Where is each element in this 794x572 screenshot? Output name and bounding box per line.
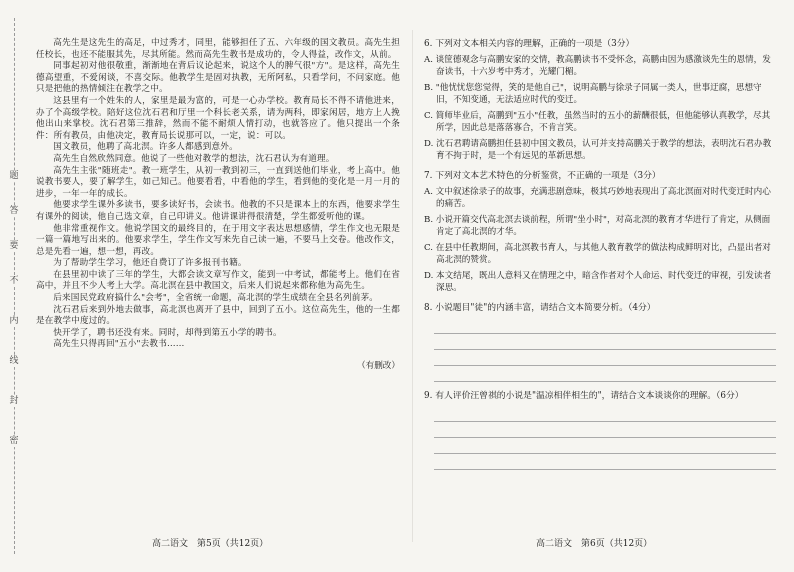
question-9: [424, 390, 776, 470]
answer-line[interactable]: [434, 334, 776, 350]
question-6: [424, 38, 776, 162]
paragraph: 高先生是这先生的高足，中过秀才，同里，能够担任了五、六年级的国文教员。高先生担任校长，也还不能服其先，尽其所能。然而高先生教书是成功的，令人得益，改作文，从前。: [36, 38, 400, 60]
question-stem: 6. 下列对文本相关内容的理解，正确的一项是（3分）: [424, 39, 635, 49]
paragraph: 快开学了，聘书还没有来。同时，却得到第五小学的聘书。: [53, 327, 282, 338]
source-note: （有删改）: [357, 361, 400, 372]
paragraph: 后来国民党政府搞什么"会考"，全省统一命题，高北溟的学生成绩在全县名列前茅。: [53, 293, 379, 304]
binding-char: 不: [9, 276, 19, 286]
answer-line[interactable]: [434, 454, 776, 470]
answer-line[interactable]: [434, 318, 776, 334]
option-a: A. 谈筐德观念与高鹏安家的交情，教高鹏读书不受怀念，高鹏由因为感激谈先生的恩情，发奋读书，十六岁考中秀才，光耀门楣。: [424, 55, 771, 77]
paragraph: 沈石君后来到外地去做事，高北溟也离开了县中，回到了五小。这位高先生，他的一生都是在教学中度过的。: [36, 304, 400, 327]
paragraph: 高先生主张"随班走"。教一班学生，从初一教到初三，一直到送他们毕业，考上高中。他说教书要人，要了解学生，如己知己。他要看看，中看他的学生，看到他的变化是一月一月的进步，一年一年的成长。: [36, 165, 400, 199]
answer-line[interactable]: [434, 366, 776, 382]
right-page-questions: [424, 38, 776, 532]
left-page-reading-text: [36, 38, 400, 532]
answer-line[interactable]: [434, 350, 776, 366]
binding-char: 内: [9, 316, 19, 326]
binding-char: 题: [9, 171, 19, 181]
option-b: B. 小说开篇交代高北溟去谈前程，所谓"坐小时"，对高北溟的教育才华进行了肯定，从侧面肯定了高北溟的才华。: [424, 215, 771, 237]
paragraph: 高先生只得再回"五小"去教书……: [53, 339, 185, 350]
paragraph: 为了帮助学生学习，他还自费订了许多报刊书籍。: [53, 258, 247, 269]
option-c: C. 在县中任教期间，高北溟教书育人，与其他人教育教学的做法构成鲜明对比，凸显出者对高北溟的赞赏。: [424, 243, 771, 265]
question-8: [424, 302, 776, 382]
binding-char: 密: [9, 436, 19, 446]
option-d: D. 沈石君聘请高鹏担任县初中国文教员，认可并支持高鹏关于教学的想法，表明沈石君办教育不拘于时，是一个有远见的革新思想。: [424, 139, 772, 161]
paragraph: 他非常重视作文。他说学国文的最终目的，在于用文字表达思想感情，学生作文也无限是一篇一篇地写出来的。他要求学生，学生作文写来先自己读一遍，不要马上交卷。他改作文，总是先看一遍，想一想，再改。: [36, 223, 400, 257]
paragraph: 高先生自然欣然同意。他说了一些他对教学的想法，沈石君认为有道理。: [53, 153, 335, 164]
option-a: A. 文中叙述徐录子的故事，充满悲剧意味，极其巧妙地表现出了高北溟面对时代变迁时内心的痛苦。: [424, 187, 771, 209]
option-d: D. 本文结尾，既出人意料又在情理之中，暗含作者对个人命运、时代变迁的审视，引发读者深思。: [424, 271, 772, 293]
right-page-footer: 高二语文 第6页（共12页）: [536, 539, 653, 549]
paragraph: 这县里有一个姓朱的人，家里是最为富的，可是一心办学校。教育局长不得不请他进来，办了个高级学校。陪好这位沈石君和厅里一个科长老关系，请为两科，即家闲居，地方上人挽他出山来掌校。沈石君第三推辞，然而不能不耐烦人情打动，也就答应了。他只提出一个条件：所有教员，由他决定，教育局长说那可以，一定，说：可以。: [36, 95, 400, 141]
paragraph: 他要求学生课外多读书，要多读好书，会读书。他教的不只是课本上的东西，他要求学生有课外的阅读，他自己选文章，自己印讲义。他讲课讲得很清楚，学生都爱听他的课。: [36, 200, 400, 222]
answer-line[interactable]: [434, 406, 776, 422]
paragraph: 同事起初对他很敬重，渐渐地在背后议论起来，说这个人的脾气很"方"。是这样，高先生德高望重，不爱闲谈，不喜交际。他教学生是固对执教，无所阿私，只看学问，不问家庭。他只是把他的热情倾注在教学之中。: [36, 61, 400, 95]
binding-char: 线: [9, 356, 19, 366]
paragraph: 在县里初中读了三年的学生，大都会读文章写作文，能到一中考试，都能考上。他们在省高中，并且不少人考上大学。高北溟在县中教国文，后来人们说起来都称他为高先生。: [36, 269, 400, 292]
binding-char: 要: [9, 241, 19, 251]
page-divider: [412, 30, 413, 542]
question-stem: 7. 下列对文本艺术特色的分析鉴赏，不正确的一项是（3分）: [424, 171, 661, 181]
binding-char: 封: [9, 396, 19, 406]
answer-line[interactable]: [434, 438, 776, 454]
option-b: B. "他忧忧您您觉得，笑的是他自己"，说明高鹏与徐录子同属一类人，世事迂腐，思想守旧，不知变通，无法适应时代的变迁。: [424, 83, 762, 105]
question-stem: 8. 小说题目"徒"的内涵丰富，请结合文本简要分析。（4分）: [424, 303, 656, 313]
question-7: [424, 170, 776, 294]
left-page-footer: 高二语文 第5页（共12页）: [152, 539, 269, 549]
binding-margin: [0, 0, 28, 572]
option-c: C. 简师毕业后，高鹏到"五小"任教，虽然当时的五小的薪酬很低，但他能够认真教学，尽其所学，因此总是落落寡合，不肯言笑。: [424, 111, 771, 133]
question-stem: 9. 有人评价汪曾祺的小说是"温凉相伴相生的"，请结合文本谈谈你的理解。（6分）: [424, 391, 744, 401]
binding-char: 答: [9, 206, 19, 216]
answer-line[interactable]: [434, 422, 776, 438]
paragraph: 国文教员，他聘了高北溟。许多人都感到意外。: [53, 142, 238, 153]
